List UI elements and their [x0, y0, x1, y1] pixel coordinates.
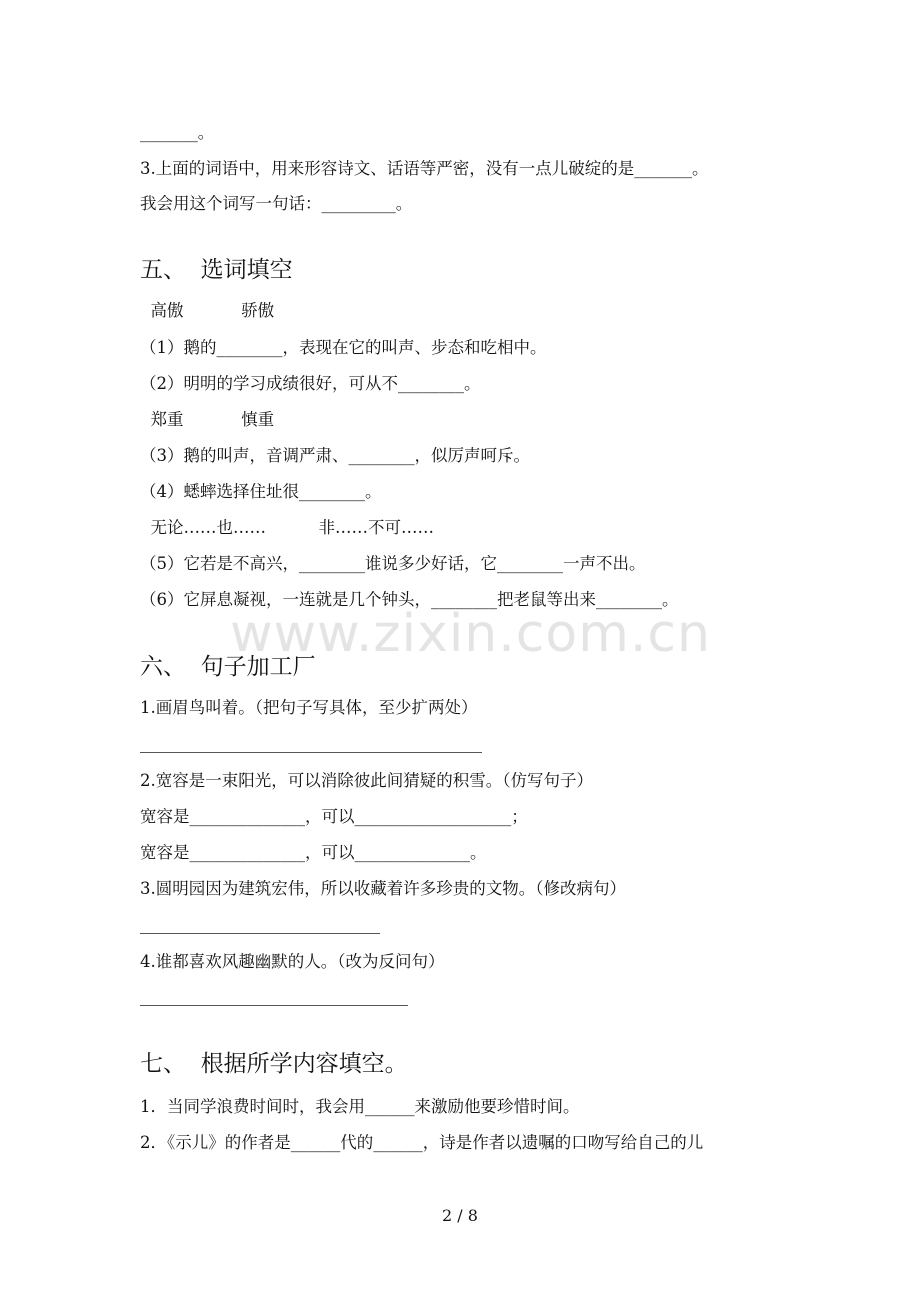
question-3: 3.上面的词语中，用来形容诗文、话语等严密，没有一点儿破绽的是_______。: [140, 159, 709, 178]
sentence-q2: 2.宽容是一束阳光，可以消除彼此间猜疑的积雪。（仿写句子）: [140, 771, 593, 790]
fill-item-2: （2）明明的学习成绩很好，可从不________。: [140, 374, 481, 393]
fill-item-5: （5）它若是不高兴，________谁说多少好话，它________一声不出。: [140, 554, 646, 573]
answer-line-q4: [140, 1005, 408, 1006]
section-7-q2: 2．《示儿》的作者是______代的______，诗是作者以遗嘱的口吻写给自己的儿: [140, 1133, 704, 1152]
answer-line-q3: [140, 933, 380, 934]
sentence-q2-line-b: 宽容是______________，可以______________。: [140, 843, 487, 862]
fill-item-4: （4）蟋蟀选择住址很________。: [140, 482, 382, 501]
word-pair-2: 郑重 慎重: [140, 410, 275, 429]
sentence-q1: 1.画眉鸟叫着。（把句子写具体，至少扩两处）: [140, 698, 478, 717]
sentence-q2-line-a: 宽容是______________，可以___________________；: [140, 807, 528, 826]
watermark: www.zixin.com.cn: [230, 604, 711, 664]
page-number: 2 / 8: [442, 1206, 478, 1225]
section-5-title: 五、 选词填空: [140, 257, 293, 283]
question-3-sentence: 我会用这个词写一句话：_________。: [140, 194, 413, 213]
blank-line-continuation: _______。: [140, 123, 215, 142]
sentence-q4: 4.谁都喜欢风趣幽默的人。（改为反问句）: [140, 952, 445, 971]
word-pair-3: 无论……也…… 非……不可……: [140, 518, 434, 537]
fill-item-1: （1）鹅的________，表现在它的叫声、步态和吃相中。: [140, 338, 547, 357]
sentence-q3: 3.圆明园因为建筑宏伟，所以收藏着许多珍贵的文物。（修改病句）: [140, 879, 626, 898]
section-6-title: 六、 句子加工厂: [140, 654, 316, 680]
section-7-title: 七、 根据所学内容填空。: [140, 1051, 408, 1077]
fill-item-6: （6）它屏息凝视，一连就是几个钟头，________把老鼠等出来________。: [140, 590, 679, 609]
section-7-q1: 1．当同学浪费时间时，我会用______来激励他要珍惜时间。: [140, 1097, 580, 1116]
word-pair-1: 高傲 骄傲: [140, 301, 275, 320]
answer-line-q1: [140, 752, 482, 753]
fill-item-3: （3）鹅的叫声，音调严肃、________，似厉声呵斥。: [140, 446, 530, 465]
